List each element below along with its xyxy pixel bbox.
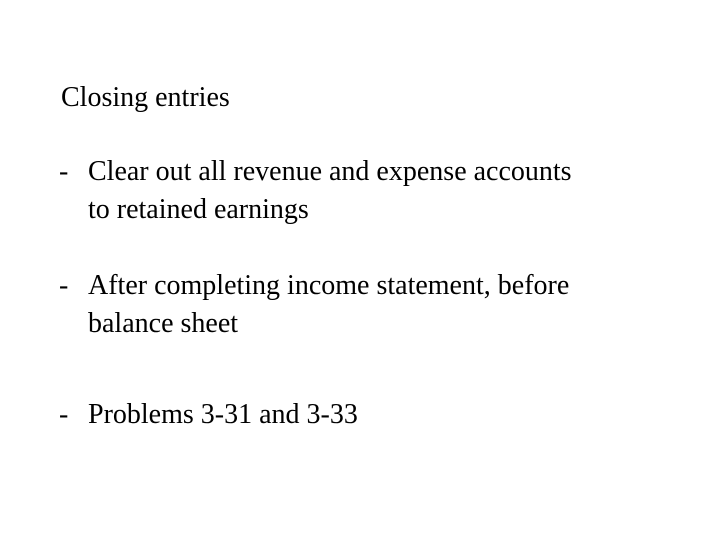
bullet-item-problems	[59, 396, 679, 434]
bullet-text-line: Clear out all revenue and expense accounts	[88, 156, 572, 187]
bullet-text-line: balance sheet	[88, 308, 239, 339]
bullet-text-line: Problems 3-31 and 3-33	[88, 399, 358, 430]
bullet-marker: -	[59, 270, 69, 301]
bullet-text-line: After completing income statement, before	[88, 270, 570, 301]
bullet-item-timing	[59, 267, 679, 343]
bullet-text-line: to retained earnings	[88, 194, 309, 225]
bullet-item-clear-accounts	[59, 153, 679, 229]
slide-heading: Closing entries	[61, 82, 230, 113]
bullet-marker: -	[59, 399, 69, 430]
bullet-marker: -	[59, 156, 69, 187]
